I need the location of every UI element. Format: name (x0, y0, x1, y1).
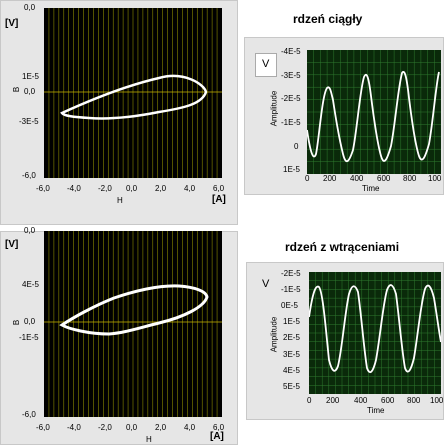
bottom-hysteresis-y-tick: 0,0 (24, 317, 36, 326)
top-section-title: rdzeń ciągły (293, 12, 363, 26)
bottom-waveform-x-tick: 0 (307, 396, 312, 405)
bottom-hysteresis-x-tick: 4,0 (184, 423, 196, 432)
top-waveform-x-axis-label: Time (362, 184, 380, 193)
bottom-waveform-y-tick: 5E-5 (283, 382, 300, 391)
bottom-waveform-plot (309, 272, 441, 394)
top-hysteresis-x-tick: 6,0 (213, 184, 225, 193)
top-hysteresis-y-tick: 1E-5 (22, 72, 39, 81)
top-waveform-y-tick: -4E-5 (281, 47, 301, 56)
bottom-hysteresis-x-tick: -4,0 (67, 423, 81, 432)
bottom-hysteresis-x-tick: -6,0 (36, 423, 50, 432)
top-waveform-y-tick: -2E-5 (281, 94, 301, 103)
top-waveform-x-tick: 0 (305, 174, 310, 183)
bottom-waveform-x-tick: 100 (430, 396, 444, 405)
top-waveform-x-tick: 600 (377, 174, 391, 183)
top-waveform-x-tick: 100 (428, 174, 442, 183)
bottom-waveform-y-tick: 0E-5 (281, 301, 298, 310)
bottom-waveform-y-tick: 1E-5 (283, 317, 300, 326)
bottom-waveform-unit-label: V (262, 278, 270, 290)
top-hysteresis-y-tick: 0,0 (24, 87, 36, 96)
top-waveform-y-tick: -1E-5 (281, 118, 301, 127)
bottom-waveform-x-tick: 200 (326, 396, 340, 405)
bottom-waveform-y-tick: 4E-5 (283, 366, 300, 375)
top-hysteresis-x-axis-label: H (117, 196, 123, 205)
bottom-waveform-x-tick: 400 (354, 396, 368, 405)
top-waveform-plot (307, 50, 441, 174)
bottom-waveform-x-tick: 800 (407, 396, 421, 405)
top-hysteresis-x-tick: 0,0 (126, 184, 138, 193)
top-waveform-x-tick: 200 (323, 174, 337, 183)
bottom-waveform-grid (309, 272, 441, 394)
bottom-hysteresis-y-tick: 0,0 (24, 226, 36, 235)
top-waveform-y-tick: -3E-5 (281, 71, 301, 80)
top-hysteresis-y-tick: 0,0 (24, 3, 36, 12)
bottom-waveform-y-tick: 3E-5 (283, 350, 300, 359)
bottom-hysteresis-y-unit: [V] (5, 239, 19, 250)
bottom-section-title: rdzeń z wtrąceniami (285, 240, 400, 254)
bottom-hysteresis-x-tick: 6,0 (213, 423, 225, 432)
bottom-hysteresis-x-tick: 0,0 (126, 423, 138, 432)
top-hysteresis-y-tick: -6,0 (22, 171, 36, 180)
top-waveform-x-tick: 400 (350, 174, 364, 183)
top-waveform-y-tick: 0 (294, 142, 299, 151)
bottom-hysteresis-y-tick: -1E-5 (19, 333, 39, 342)
bottom-hysteresis-x-tick: -2,0 (98, 423, 112, 432)
bottom-hysteresis-y-tick: -6,0 (22, 410, 36, 419)
top-hysteresis-x-tick: -2,0 (98, 184, 112, 193)
top-hysteresis-x-tick: -4,0 (67, 184, 81, 193)
bottom-waveform-x-tick: 600 (381, 396, 395, 405)
top-waveform-y-axis-label: Amplitude (269, 90, 279, 127)
bottom-hysteresis-plot (44, 231, 222, 417)
top-waveform-unit-label: V (262, 58, 270, 70)
top-waveform-y-tick: 1E-5 (283, 165, 300, 174)
bottom-waveform-y-tick: 2E-5 (283, 333, 300, 342)
bottom-hysteresis-x-unit: [A] (210, 431, 224, 442)
top-waveform-x-tick: 800 (403, 174, 417, 183)
top-hysteresis-y-axis-label: B (12, 86, 22, 93)
top-hysteresis-y-tick: -3E-5 (19, 117, 39, 126)
bottom-waveform-x-axis-label: Time (367, 406, 385, 415)
bottom-waveform-y-tick: -1E-5 (281, 285, 301, 294)
bottom-hysteresis-x-tick: 2,0 (155, 423, 167, 432)
bottom-hysteresis-y-axis-label: B (12, 319, 22, 326)
bottom-waveform-y-tick: -2E-5 (281, 269, 301, 278)
top-hysteresis-plot (44, 8, 222, 178)
top-hysteresis-x-tick: -6,0 (36, 184, 50, 193)
bottom-hysteresis-x-axis-label: H (146, 435, 152, 444)
top-hysteresis-x-tick: 2,0 (155, 184, 167, 193)
top-hysteresis-x-tick: 4,0 (184, 184, 196, 193)
top-hysteresis-y-unit: [V] (5, 18, 19, 29)
top-hysteresis-x-unit: [A] (212, 194, 226, 205)
bottom-hysteresis-y-tick: 4E-5 (22, 280, 39, 289)
bottom-waveform-y-axis-label: Amplitude (269, 316, 279, 353)
